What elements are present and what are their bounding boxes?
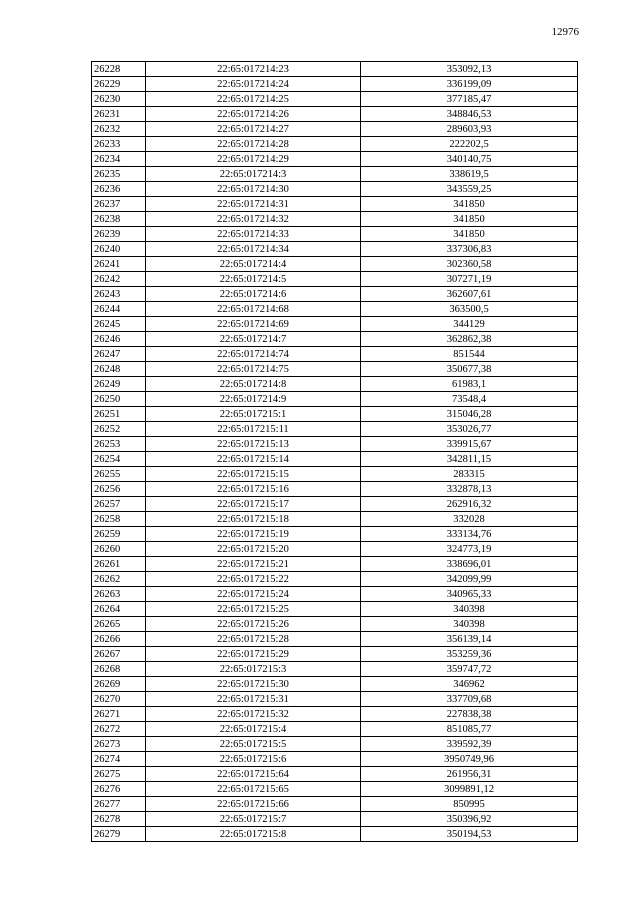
- cadastral-number-cell: 22:65:017214:4: [146, 257, 361, 272]
- table-row: [92, 722, 578, 737]
- row-number-cell: 26238: [92, 212, 146, 227]
- cadastral-number-cell: 22:65:017215:4: [146, 722, 361, 737]
- cadastral-value-cell: 302360,58: [361, 257, 578, 272]
- row-number-cell: 26235: [92, 167, 146, 182]
- row-number-cell: 26243: [92, 287, 146, 302]
- row-number-cell: 26247: [92, 347, 146, 362]
- table-row: [92, 377, 578, 392]
- cadastral-number-cell: 22:65:017215:3: [146, 662, 361, 677]
- cadastral-value-cell: 61983,1: [361, 377, 578, 392]
- row-number-cell: 26262: [92, 572, 146, 587]
- cadastral-value-cell: 353026,77: [361, 422, 578, 437]
- row-number-cell: 26273: [92, 737, 146, 752]
- row-number-cell: 26245: [92, 317, 146, 332]
- cadastral-number-cell: 22:65:017214:24: [146, 77, 361, 92]
- table-row: [92, 92, 578, 107]
- table-row: [92, 197, 578, 212]
- row-number-cell: 26261: [92, 557, 146, 572]
- cadastral-value-cell: 340965,33: [361, 587, 578, 602]
- cadastral-value-cell: 350396,92: [361, 812, 578, 827]
- table-row: [92, 137, 578, 152]
- cadastral-number-cell: 22:65:017215:22: [146, 572, 361, 587]
- row-number-cell: 26251: [92, 407, 146, 422]
- cadastral-value-cell: 262916,32: [361, 497, 578, 512]
- cadastral-value-cell: 851544: [361, 347, 578, 362]
- cadastral-value-cell: 338696,01: [361, 557, 578, 572]
- row-number-cell: 26254: [92, 452, 146, 467]
- cadastral-number-cell: 22:65:017215:15: [146, 467, 361, 482]
- cadastral-number-cell: 22:65:017214:68: [146, 302, 361, 317]
- table-row: [92, 602, 578, 617]
- cadastral-value-cell: 341850: [361, 227, 578, 242]
- cadastral-value-cell: 342811,15: [361, 452, 578, 467]
- cadastral-value-cell: 350194,53: [361, 827, 578, 842]
- cadastral-number-cell: 22:65:017215:1: [146, 407, 361, 422]
- cadastral-value-cell: 307271,19: [361, 272, 578, 287]
- row-number-cell: 26240: [92, 242, 146, 257]
- table-row: [92, 122, 578, 137]
- table-body: [92, 62, 578, 842]
- row-number-cell: 26237: [92, 197, 146, 212]
- table-row: [92, 812, 578, 827]
- cadastral-number-cell: 22:65:017214:8: [146, 377, 361, 392]
- row-number-cell: 26264: [92, 602, 146, 617]
- row-number-cell: 26229: [92, 77, 146, 92]
- table-row: [92, 407, 578, 422]
- cadastral-value-cell: 261956,31: [361, 767, 578, 782]
- table-row: [92, 617, 578, 632]
- table-row: [92, 422, 578, 437]
- table-row: [92, 347, 578, 362]
- cadastral-number-cell: 22:65:017215:30: [146, 677, 361, 692]
- cadastral-value-cell: 332028: [361, 512, 578, 527]
- cadastral-value-cell: 348846,53: [361, 107, 578, 122]
- cadastral-number-cell: 22:65:017215:28: [146, 632, 361, 647]
- row-number-cell: 26233: [92, 137, 146, 152]
- table-row: [92, 692, 578, 707]
- cadastral-value-cell: 344129: [361, 317, 578, 332]
- row-number-cell: 26267: [92, 647, 146, 662]
- row-number-cell: 26268: [92, 662, 146, 677]
- table-row: [92, 227, 578, 242]
- cadastral-number-cell: 22:65:017214:74: [146, 347, 361, 362]
- cadastral-value-cell: 341850: [361, 212, 578, 227]
- cadastral-number-cell: 22:65:017215:64: [146, 767, 361, 782]
- table-row: [92, 497, 578, 512]
- table-row: [92, 542, 578, 557]
- row-number-cell: 26246: [92, 332, 146, 347]
- row-number-cell: 26250: [92, 392, 146, 407]
- cadastral-value-cell: 342099,99: [361, 572, 578, 587]
- table-row: [92, 557, 578, 572]
- cadastral-value-cell: 289603,93: [361, 122, 578, 137]
- cadastral-value-cell: 363500,5: [361, 302, 578, 317]
- row-number-cell: 26249: [92, 377, 146, 392]
- cadastral-value-cell: 3950749,96: [361, 752, 578, 767]
- row-number-cell: 26269: [92, 677, 146, 692]
- table-row: [92, 512, 578, 527]
- row-number-cell: 26242: [92, 272, 146, 287]
- cadastral-value-cell: 337709,68: [361, 692, 578, 707]
- cadastral-value-cell: 338619,5: [361, 167, 578, 182]
- row-number-cell: 26230: [92, 92, 146, 107]
- row-number-cell: 26265: [92, 617, 146, 632]
- table-row: [92, 332, 578, 347]
- cadastral-value-cell: 315046,28: [361, 407, 578, 422]
- cadastral-number-cell: 22:65:017215:7: [146, 812, 361, 827]
- table-row: [92, 212, 578, 227]
- cadastral-value-cell: 341850: [361, 197, 578, 212]
- cadastral-number-cell: 22:65:017214:27: [146, 122, 361, 137]
- table-row: [92, 302, 578, 317]
- table-row: [92, 437, 578, 452]
- row-number-cell: 26266: [92, 632, 146, 647]
- table-row: [92, 752, 578, 767]
- table-row: [92, 182, 578, 197]
- cadastral-number-cell: 22:65:017215:66: [146, 797, 361, 812]
- cadastral-value-cell: 377185,47: [361, 92, 578, 107]
- cadastral-number-cell: 22:65:017214:23: [146, 62, 361, 77]
- cadastral-number-cell: 22:65:017215:20: [146, 542, 361, 557]
- table-row: [92, 782, 578, 797]
- row-number-cell: 26260: [92, 542, 146, 557]
- cadastral-number-cell: 22:65:017214:25: [146, 92, 361, 107]
- cadastral-number-cell: 22:65:017214:9: [146, 392, 361, 407]
- cadastral-number-cell: 22:65:017214:26: [146, 107, 361, 122]
- cadastral-value-cell: 337306,83: [361, 242, 578, 257]
- table-row: [92, 362, 578, 377]
- cadastral-number-cell: 22:65:017215:26: [146, 617, 361, 632]
- row-number-cell: 26234: [92, 152, 146, 167]
- cadastral-number-cell: 22:65:017215:13: [146, 437, 361, 452]
- cadastral-number-cell: 22:65:017214:6: [146, 287, 361, 302]
- row-number-cell: 26275: [92, 767, 146, 782]
- table-row: [92, 62, 578, 77]
- table-row: [92, 662, 578, 677]
- row-number-cell: 26279: [92, 827, 146, 842]
- row-number-cell: 26255: [92, 467, 146, 482]
- row-number-cell: 26271: [92, 707, 146, 722]
- cadastral-number-cell: 22:65:017215:14: [146, 452, 361, 467]
- row-number-cell: 26244: [92, 302, 146, 317]
- cadastral-value-cell: 227838,38: [361, 707, 578, 722]
- cadastral-value-cell: 339915,67: [361, 437, 578, 452]
- row-number-cell: 26278: [92, 812, 146, 827]
- cadastral-value-cell: 332878,13: [361, 482, 578, 497]
- cadastral-value-cell: 340140,75: [361, 152, 578, 167]
- table-row: [92, 647, 578, 662]
- row-number-cell: 26248: [92, 362, 146, 377]
- cadastral-value-cell: 350677,38: [361, 362, 578, 377]
- cadastral-number-cell: 22:65:017214:7: [146, 332, 361, 347]
- cadastral-value-cell: 283315: [361, 467, 578, 482]
- row-number-cell: 26274: [92, 752, 146, 767]
- cadastral-value-cell: 336199,09: [361, 77, 578, 92]
- cadastral-value-cell: 359747,72: [361, 662, 578, 677]
- cadastral-value-cell: 356139,14: [361, 632, 578, 647]
- cadastral-number-cell: 22:65:017215:29: [146, 647, 361, 662]
- row-number-cell: 26263: [92, 587, 146, 602]
- cadastral-number-cell: 22:65:017215:11: [146, 422, 361, 437]
- cadastral-number-cell: 22:65:017214:3: [146, 167, 361, 182]
- table-row: [92, 797, 578, 812]
- table-row: [92, 257, 578, 272]
- row-number-cell: 26270: [92, 692, 146, 707]
- cadastral-number-cell: 22:65:017214:31: [146, 197, 361, 212]
- cadastral-value-cell: 340398: [361, 602, 578, 617]
- cadastral-number-cell: 22:65:017215:8: [146, 827, 361, 842]
- cadastral-value-cell: 339592,39: [361, 737, 578, 752]
- cadastral-value-cell: 353092,13: [361, 62, 578, 77]
- row-number-cell: 26236: [92, 182, 146, 197]
- table-row: [92, 272, 578, 287]
- row-number-cell: 26272: [92, 722, 146, 737]
- cadastral-number-cell: 22:65:017214:33: [146, 227, 361, 242]
- row-number-cell: 26277: [92, 797, 146, 812]
- row-number-cell: 26256: [92, 482, 146, 497]
- cadastral-number-cell: 22:65:017214:30: [146, 182, 361, 197]
- row-number-cell: 26257: [92, 497, 146, 512]
- cadastral-number-cell: 22:65:017215:21: [146, 557, 361, 572]
- cadastral-value-cell: 353259,36: [361, 647, 578, 662]
- cadastral-value-cell: 340398: [361, 617, 578, 632]
- row-number-cell: 26252: [92, 422, 146, 437]
- table-row: [92, 767, 578, 782]
- cadastral-number-cell: 22:65:017215:31: [146, 692, 361, 707]
- cadastral-number-cell: 22:65:017215:16: [146, 482, 361, 497]
- row-number-cell: 26253: [92, 437, 146, 452]
- cadastral-number-cell: 22:65:017214:32: [146, 212, 361, 227]
- cadastral-number-cell: 22:65:017215:17: [146, 497, 361, 512]
- row-number-cell: 26239: [92, 227, 146, 242]
- cadastral-number-cell: 22:65:017214:29: [146, 152, 361, 167]
- row-number-cell: 26259: [92, 527, 146, 542]
- row-number-cell: 26258: [92, 512, 146, 527]
- cadastral-number-cell: 22:65:017215:19: [146, 527, 361, 542]
- table-row: [92, 242, 578, 257]
- cadastral-number-cell: 22:65:017215:5: [146, 737, 361, 752]
- cadastral-number-cell: 22:65:017215:18: [146, 512, 361, 527]
- table-row: [92, 632, 578, 647]
- table-row: [92, 152, 578, 167]
- cadastral-value-cell: 850995: [361, 797, 578, 812]
- table-row: [92, 107, 578, 122]
- table-row: [92, 317, 578, 332]
- table-row: [92, 287, 578, 302]
- table-row: [92, 77, 578, 92]
- cadastral-number-cell: 22:65:017215:24: [146, 587, 361, 602]
- table-row: [92, 677, 578, 692]
- table-row: [92, 572, 578, 587]
- table-row: [92, 707, 578, 722]
- page-number: 12976: [551, 26, 579, 38]
- cadastral-value-cell: 851085,77: [361, 722, 578, 737]
- cadastral-number-cell: 22:65:017214:5: [146, 272, 361, 287]
- table-row: [92, 482, 578, 497]
- cadastral-number-cell: 22:65:017214:75: [146, 362, 361, 377]
- table-row: [92, 827, 578, 842]
- cadastral-number-cell: 22:65:017215:6: [146, 752, 361, 767]
- table-row: [92, 737, 578, 752]
- row-number-cell: 26228: [92, 62, 146, 77]
- cadastral-number-cell: 22:65:017215:65: [146, 782, 361, 797]
- cadastral-number-cell: 22:65:017215:25: [146, 602, 361, 617]
- row-number-cell: 26232: [92, 122, 146, 137]
- table-row: [92, 392, 578, 407]
- cadastral-value-cell: 343559,25: [361, 182, 578, 197]
- table-row: [92, 167, 578, 182]
- cadastral-value-cell: 333134,76: [361, 527, 578, 542]
- cadastral-number-cell: 22:65:017214:28: [146, 137, 361, 152]
- cadastral-value-cell: 362862,38: [361, 332, 578, 347]
- cadastral-value-cell: 346962: [361, 677, 578, 692]
- cadastral-value-cell: 222202,5: [361, 137, 578, 152]
- cadastral-value-cell: 73548,4: [361, 392, 578, 407]
- table-row: [92, 467, 578, 482]
- cadastral-number-cell: 22:65:017214:69: [146, 317, 361, 332]
- table-row: [92, 527, 578, 542]
- row-number-cell: 26231: [92, 107, 146, 122]
- table-row: [92, 452, 578, 467]
- cadastral-number-cell: 22:65:017214:34: [146, 242, 361, 257]
- cadastral-value-cell: 3099891,12: [361, 782, 578, 797]
- table-row: [92, 587, 578, 602]
- row-number-cell: 26241: [92, 257, 146, 272]
- cadastral-value-table: [91, 61, 578, 842]
- cadastral-value-cell: 324773,19: [361, 542, 578, 557]
- cadastral-number-cell: 22:65:017215:32: [146, 707, 361, 722]
- row-number-cell: 26276: [92, 782, 146, 797]
- cadastral-value-cell: 362607,61: [361, 287, 578, 302]
